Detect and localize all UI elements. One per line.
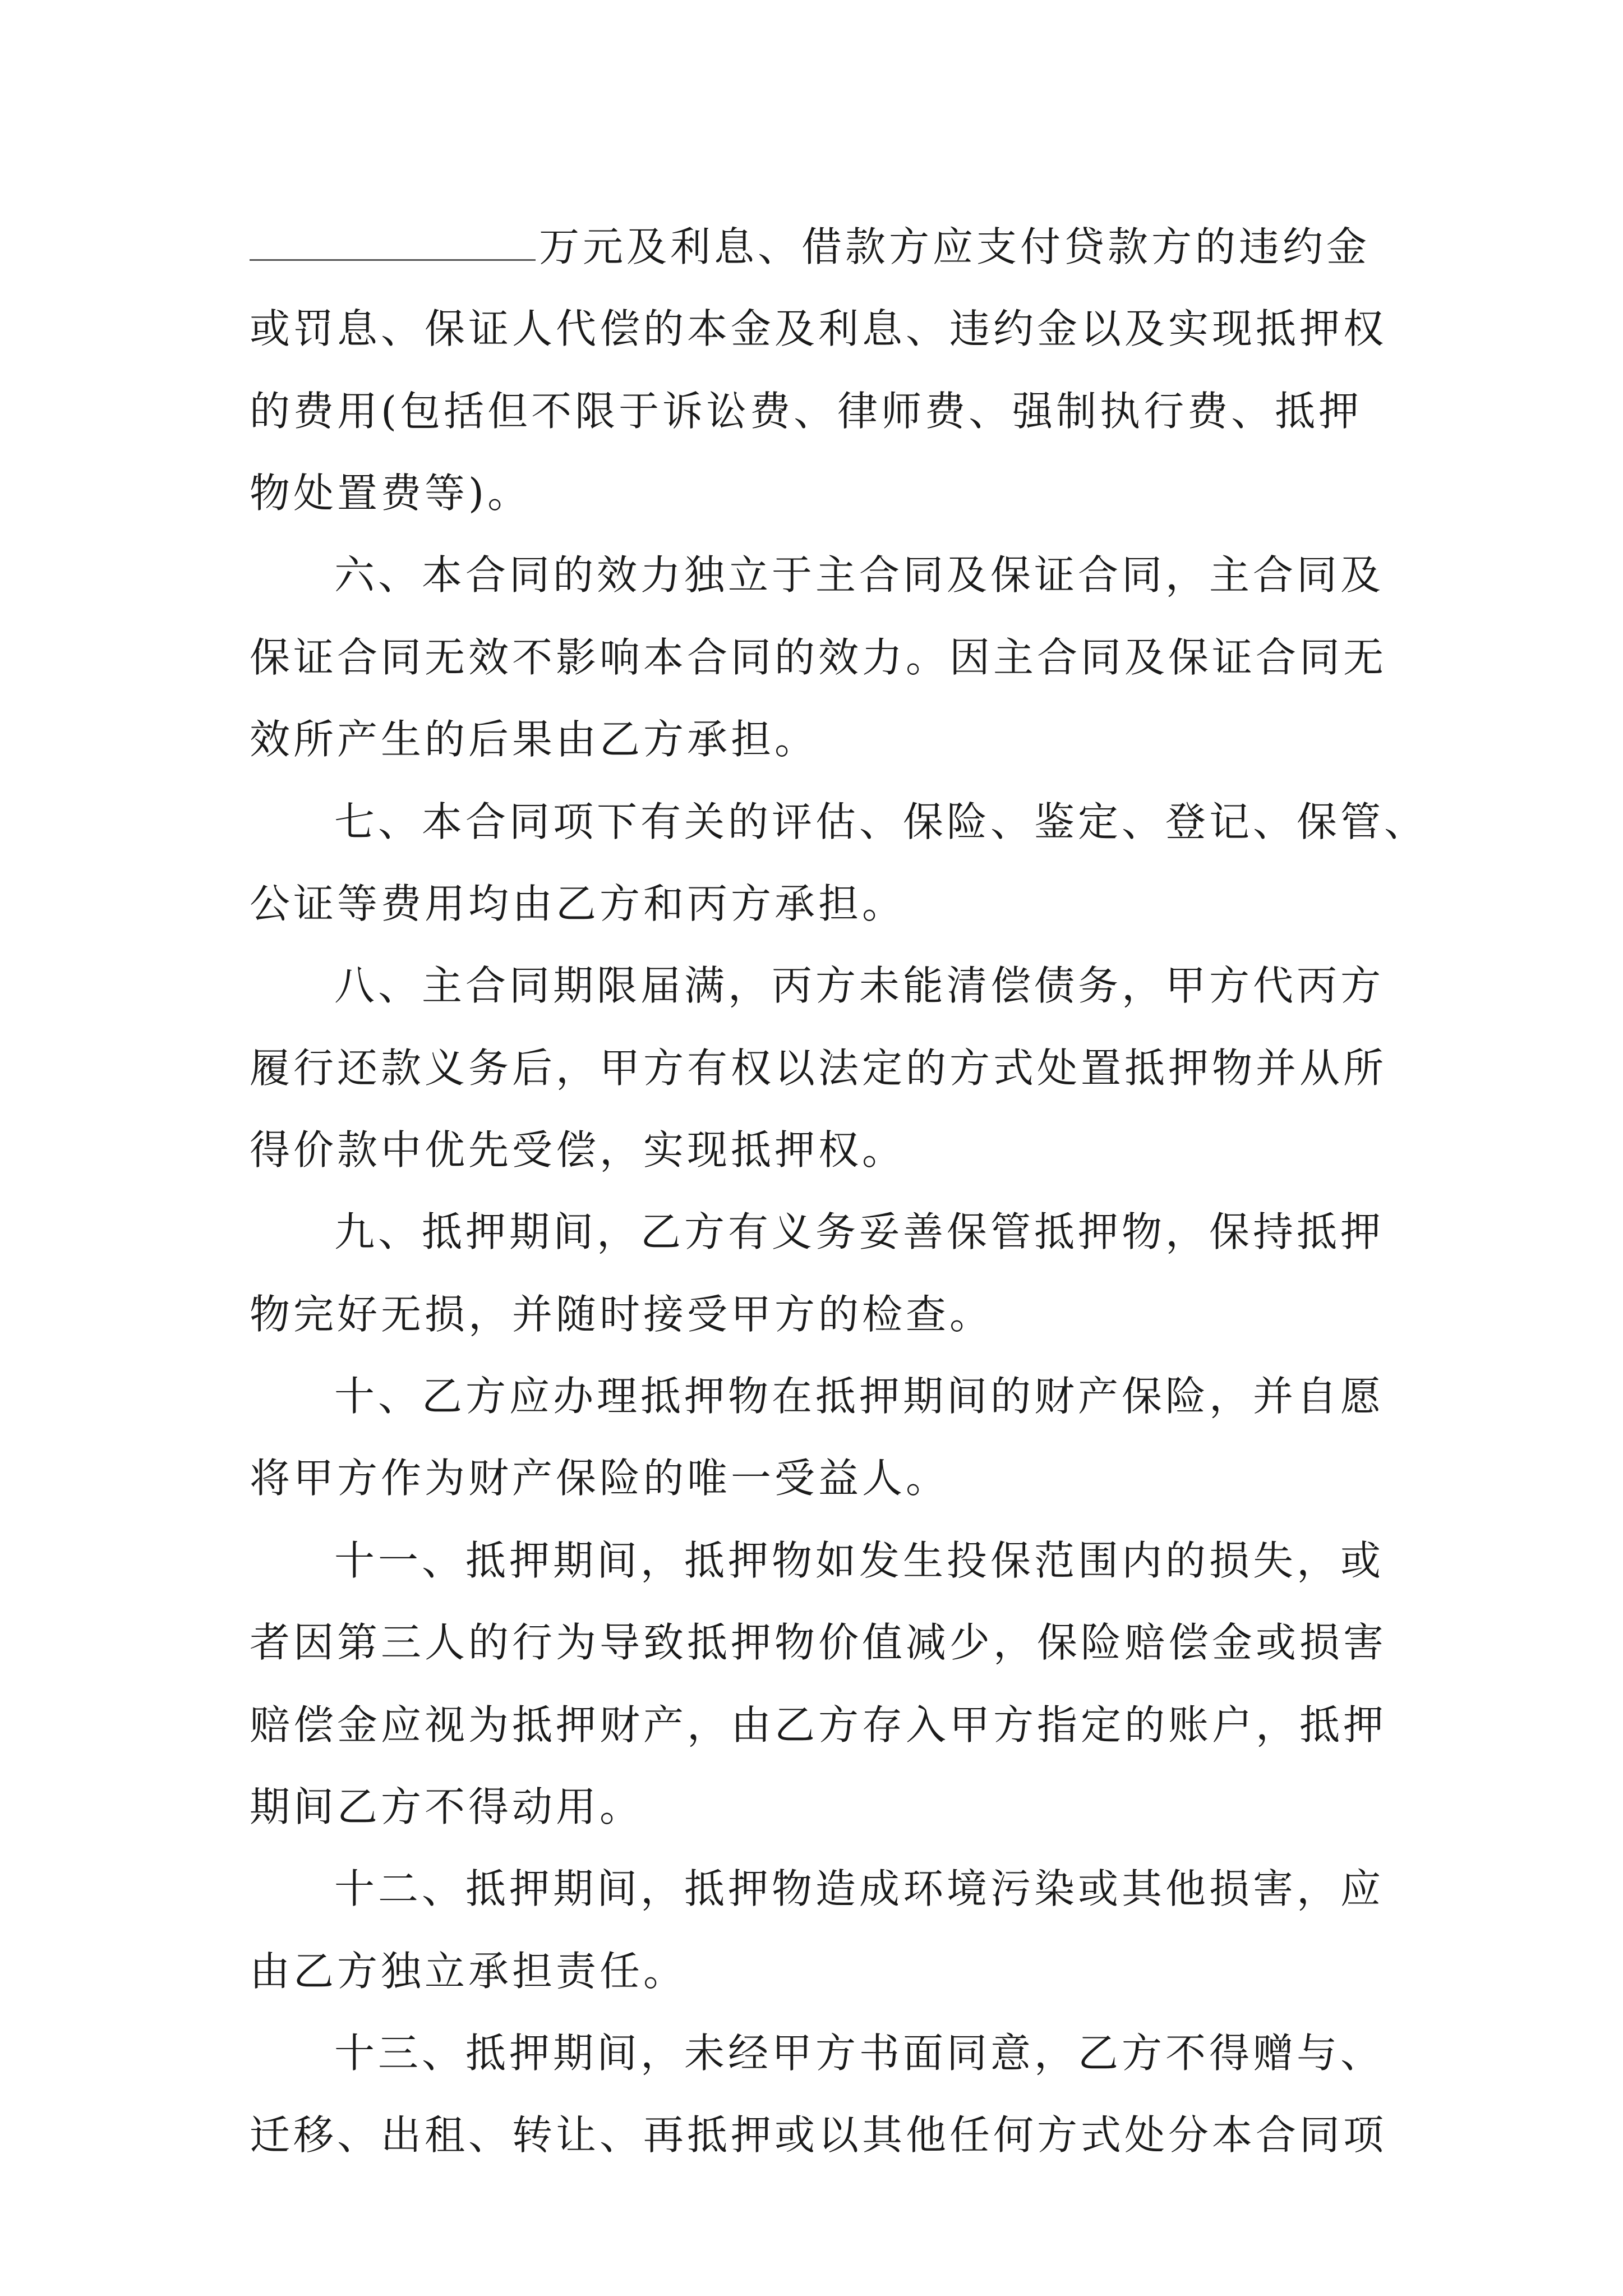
text-line: 将甲方作为财产保险的唯一受益人。: [250, 1455, 950, 1502]
text-line: 期间乙方不得动用。: [250, 1783, 644, 1830]
text-line: 七、本合同项下有关的评估、保险、鉴定、登记、保管、: [334, 798, 1428, 845]
text-line: 物完好无损，并随时接受甲方的检查。: [250, 1291, 994, 1338]
text-line: 赔偿金应视为抵押财产，由乙方存入甲方指定的账户，抵押: [250, 1701, 1387, 1749]
text-line: 物处置费等)。: [250, 470, 532, 517]
text-line: 六、本合同的效力独立于主合同及保证合同，主合同及: [334, 551, 1385, 599]
text-line: 的费用(包括但不限于诉讼费、律师费、强制执行费、抵押: [250, 388, 1363, 435]
fill-in-blank: [250, 220, 536, 261]
text-line: 十、乙方应办理抵押物在抵押期间的财产保险，并自愿: [334, 1373, 1385, 1420]
text-line: 公证等费用均由乙方和丙方承担。: [250, 880, 906, 927]
text-line: 者因第三人的行为导致抵押物价值减少，保险赔偿金或损害: [250, 1619, 1387, 1666]
text-line: 保证合同无效不影响本合同的效力。因主合同及保证合同无: [250, 634, 1387, 681]
text-line: 十二、抵押期间，抵押物造成环境污染或其他损害，应: [334, 1865, 1385, 1912]
text-line: [250, 220, 1370, 274]
text-line: 由乙方独立承担责任。: [250, 1948, 688, 1995]
text-line: 效所产生的后果由乙方承担。: [250, 716, 819, 763]
line-text: 万元及利息、借款方应支付贷款方的违约金: [539, 223, 1371, 270]
text-line: 得价款中优先受偿，实现抵押权。: [250, 1126, 906, 1174]
text-line: 十一、抵押期间，抵押物如发生投保范围内的损失，或: [334, 1537, 1385, 1584]
text-line: 或罚息、保证人代偿的本金及利息、违约金以及实现抵押权: [250, 305, 1387, 352]
text-line: 九、抵押期间，乙方有义务妥善保管抵押物，保持抵押: [334, 1208, 1385, 1255]
text-line: 八、主合同期限届满，丙方未能清偿债务，甲方代丙方: [334, 962, 1385, 1009]
text-line: 十三、抵押期间，未经甲方书面同意，乙方不得赠与、: [334, 2030, 1385, 2077]
text-line: 迁移、出租、转让、再抵押或以其他任何方式处分本合同项: [250, 2111, 1387, 2159]
text-line: 履行还款义务后，甲方有权以法定的方式处置抵押物并从所: [250, 1045, 1387, 1092]
